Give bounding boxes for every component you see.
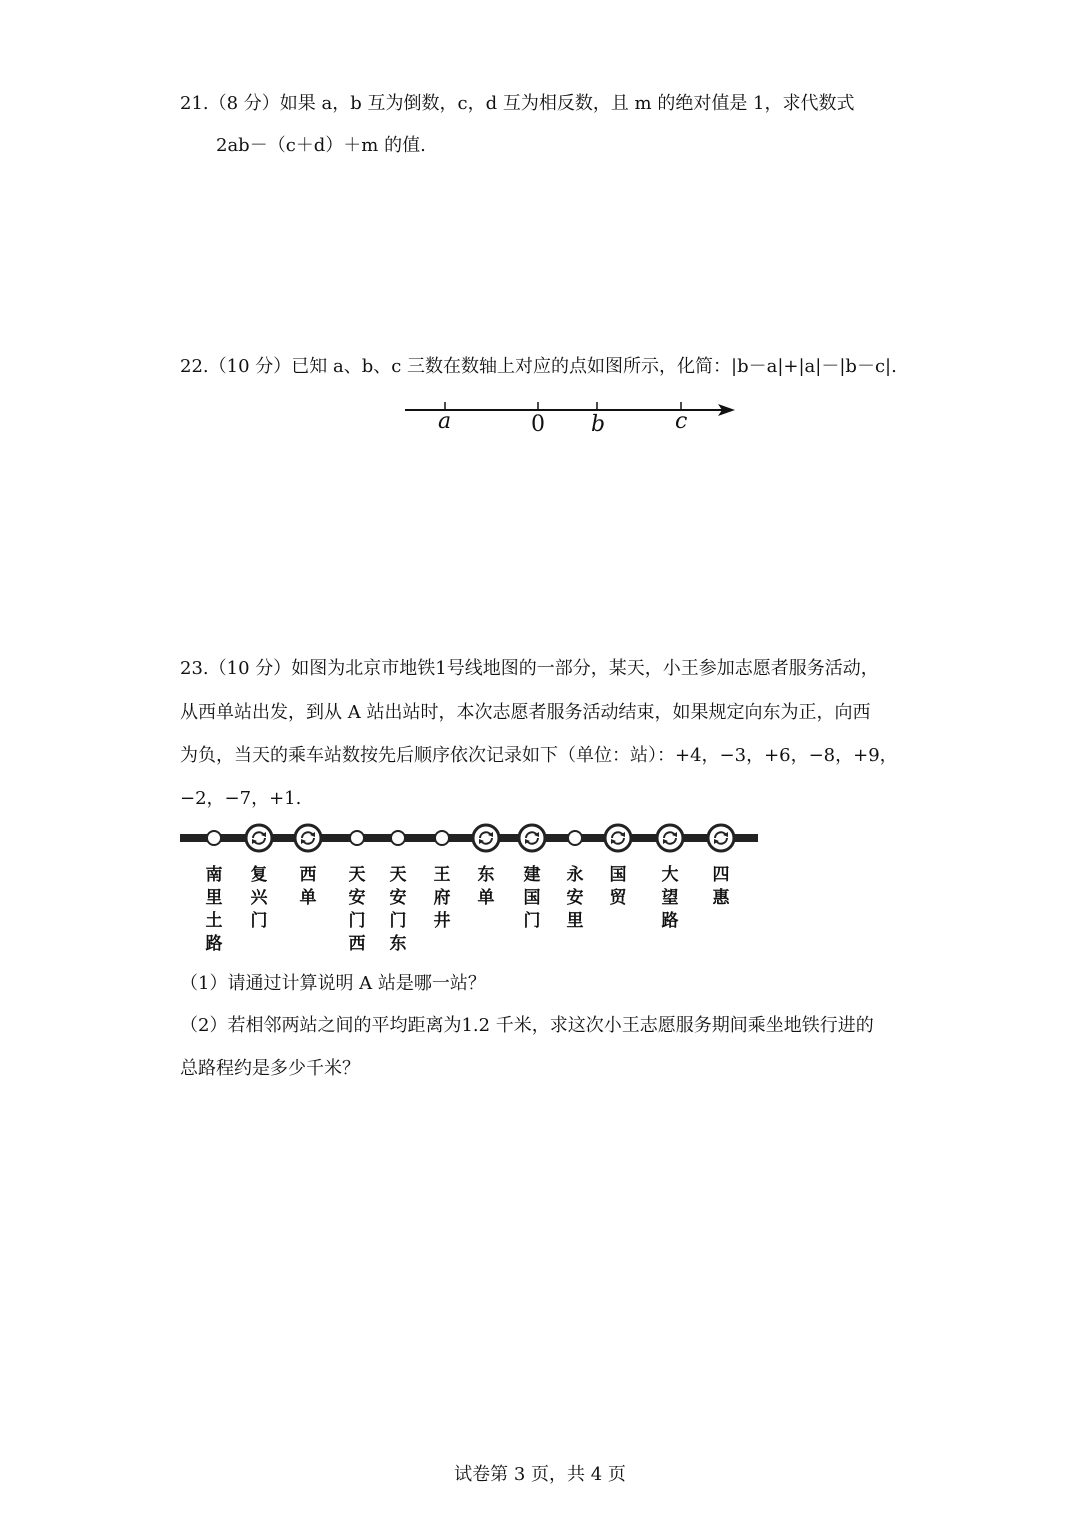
q23-line-1: 23.（10 分）如图为北京市地铁1号线地图的一部分，某天，小王参加志愿者服务活动， (180, 658, 879, 679)
transfer-station-marker (519, 825, 545, 851)
number-line-figure (400, 395, 740, 445)
transfer-station-marker (605, 825, 631, 851)
q23-line-2: 从西单站出发，到从 A 站出站时，本次志愿者服务活动结束，如果规定向东为正，向西 (180, 702, 871, 723)
q23-sub-2-line-1: （2）若相邻两站之间的平均距离为1.2 千米，求这次小王志愿服务期间乘坐地铁行进的 (180, 1015, 874, 1036)
label-c: c (675, 409, 688, 434)
station-name: 国 贸 (609, 865, 627, 908)
metro-line-1-map (180, 822, 760, 962)
label-a: a (438, 409, 452, 434)
station-marker (391, 831, 405, 845)
station-name: 永 安 里 (566, 865, 584, 931)
q23-sub-1: （1）请通过计算说明 A 站是哪一站？ (180, 973, 486, 994)
q23-line-3: 为负，当天的乘车站数按先后顺序依次记录如下（单位：站）：+4，−3，+6，−8，+9， (180, 745, 898, 766)
q21-line-2: 2ab－（c＋d）＋m 的值. (216, 135, 426, 156)
station-name: 南 里 土 路 (205, 865, 223, 954)
transfer-station-marker (657, 825, 683, 851)
page-footer: 试卷第 3 页，共 4 页 (454, 1464, 626, 1485)
station-marker (568, 831, 582, 845)
station-marker (350, 831, 364, 845)
q22-line-1: 22.（10 分）已知 a、b、c 三数在数轴上对应的点如图所示，化简：|b－a|+|a|－|b－c|. (180, 356, 897, 377)
station-name: 天 安 门 东 (389, 865, 407, 954)
station-name: 四 惠 (712, 865, 730, 908)
metro-track (180, 822, 760, 862)
station-name: 复 兴 门 (250, 865, 268, 931)
station-marker (435, 831, 449, 845)
station-name: 西 单 (299, 865, 317, 908)
station-name: 大 望 路 (661, 865, 679, 931)
station-name: 建 国 门 (523, 865, 541, 931)
station-name: 东 单 (477, 865, 495, 908)
transfer-station-marker (295, 825, 321, 851)
transfer-station-marker (473, 825, 499, 851)
transfer-station-marker (246, 825, 272, 851)
q21-line-1: 21.（8 分）如果 a，b 互为倒数，c，d 互为相反数，且 m 的绝对值是 1，求代数式 (180, 93, 855, 114)
transfer-station-marker (708, 825, 734, 851)
q23-sub-2-line-2: 总路程约是多少千米？ (180, 1058, 360, 1079)
station-marker (207, 831, 221, 845)
station-name: 王 府 井 (433, 865, 451, 931)
q23-line-4: −2，−7，+1. (180, 788, 302, 809)
station-name: 天 安 门 西 (348, 865, 366, 954)
label-b: b (591, 412, 606, 437)
label-0: 0 (531, 412, 545, 437)
